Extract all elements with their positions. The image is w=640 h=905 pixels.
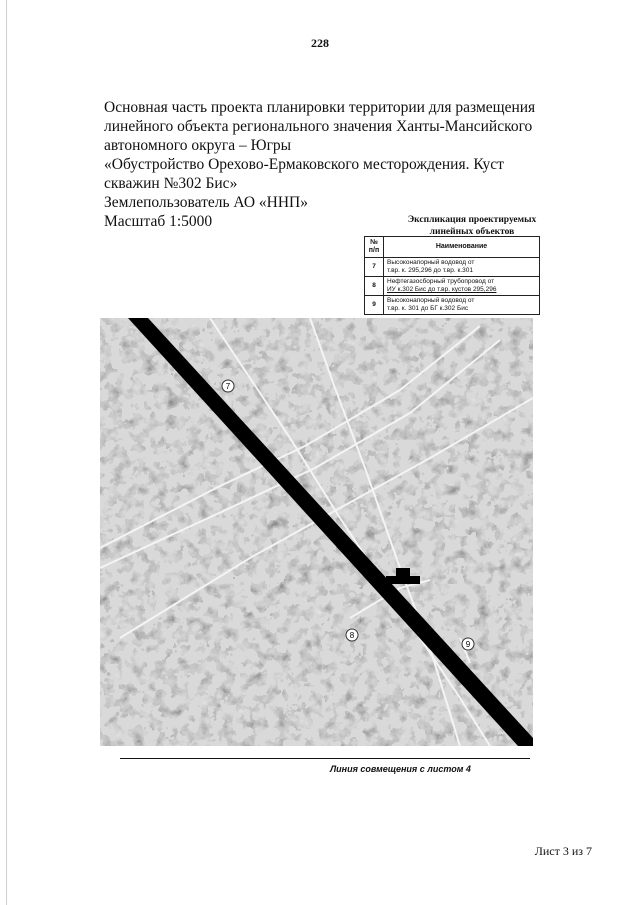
title-line-5: скважин №302 Бис»: [104, 175, 238, 192]
margin-line: [6, 0, 7, 905]
row-name-line: ИУ к.302 Бис до т.вр. кустов 295,296: [387, 286, 497, 293]
row-name: [384, 296, 540, 315]
table-row: [365, 277, 540, 296]
map-canvas: [100, 318, 533, 746]
row-name: [384, 258, 540, 277]
scale-line: Масштаб 1:5000: [104, 213, 213, 230]
sheet-counter: Лист 3 из 7: [534, 844, 592, 858]
row-name-line: т.вр. к. 301 до БГ к.302 Бис: [387, 305, 469, 312]
explication-table: [364, 236, 540, 315]
table-row: [365, 296, 540, 315]
land-user-line: Землепользователь АО «ННП»: [104, 194, 308, 211]
feature-marker-label: 9: [465, 640, 471, 649]
row-number: 9: [365, 296, 384, 315]
row-name: [384, 277, 540, 296]
page-number: 228: [311, 36, 329, 50]
row-name-line: Высоконапорный водовод от: [387, 259, 475, 266]
title-line-1: Основная часть проекта планировки территории для размещения: [104, 99, 536, 116]
table-row: [365, 258, 540, 277]
num-header: № п/п: [365, 237, 384, 258]
explication-title-line-1: Экспликация проектируемых: [407, 215, 537, 225]
explication-header-row: [365, 237, 540, 258]
name-header: Наименование: [384, 237, 540, 258]
explication-title: [372, 214, 572, 238]
row-name-line: т.вр. к. 295,296 до т.вр. к.301: [387, 267, 473, 274]
title-line-4: «Обустройство Орехово-Ермаковского месторождения. Куст: [104, 156, 504, 173]
title-line-3: автономного округа – Югры: [104, 137, 292, 154]
feature-marker-label: 7: [225, 382, 231, 391]
feature-marker-label: 8: [349, 631, 355, 640]
sheet-link-label: Линия совмещения с листом 4: [330, 764, 471, 774]
row-name-line: Высоконапорный водовод от: [387, 297, 475, 304]
explication-title-line-2: линейных объектов: [429, 227, 515, 237]
well-pad-block: [386, 576, 420, 584]
map-view: [100, 318, 533, 746]
row-number: 7: [365, 258, 384, 277]
title-line-2: линейного объекта регионального значения Ханты-Мансийского: [104, 118, 533, 135]
sheet-link-line: [120, 758, 530, 759]
row-number: 8: [365, 277, 384, 296]
row-name-line: Нефтегазосборный трубопровод от: [387, 278, 495, 285]
